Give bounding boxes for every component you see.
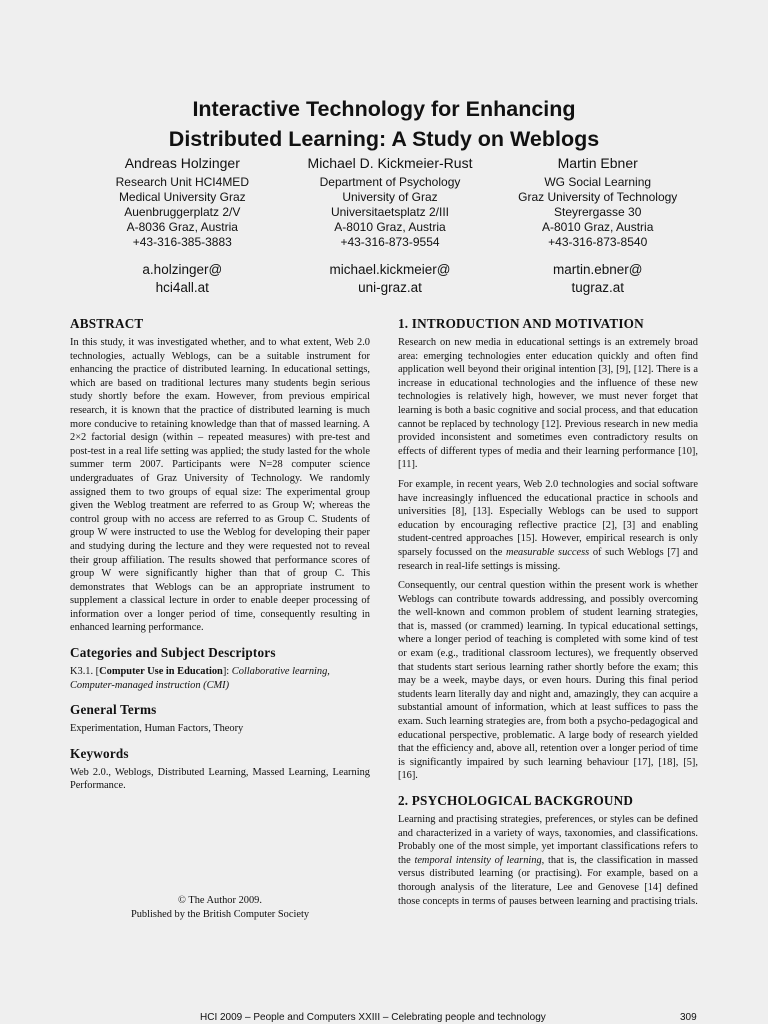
- author-affiliation-line: Graz University of Technology: [518, 190, 678, 204]
- author-email: michael.kickmeier@ uni-graz.at: [329, 262, 451, 295]
- author-email: martin.ebner@ tugraz.at: [552, 262, 643, 295]
- author-email: a.holzinger@ hci4all.at: [142, 262, 223, 295]
- conference-name: HCI 2009 – People and Computers XXIII – Celebrating people and technology: [200, 1012, 546, 1023]
- section-1-paragraph: Research on new media in educational settings is an extremely broad area: emerging technologies enter education quickly and often find application well beyond their original intention [3], [9], [12]. There is a increase in educational technologies and the influence of these new technologies is relatively high, however, we must never forget that learning is both a basic cognitive and social process, and that education cannot be replaced by technology [12]. Previous research in new media provided inconsistent and sometimes even contradictory results on effects of different types of media and their learning performance [10], [11].: [398, 337, 698, 471]
- page-number: 309: [680, 1012, 697, 1023]
- author-affiliation-line: Research Unit HCI4MED: [115, 175, 249, 189]
- paper-title: [0, 94, 768, 154]
- author-name: Andreas Holzinger: [124, 155, 240, 171]
- author-affiliation-line: Auenbruggerplatz 2/V: [124, 205, 241, 219]
- title-line-2: Distributed Learning: A Study on Weblogs: [168, 127, 600, 151]
- author-1: [80, 154, 285, 297]
- section-2-heading: 2. PSYCHOLOGICAL BACKGROUND: [398, 793, 634, 808]
- abstract-text: In this study, it was investigated whether, and to what extent, Web 2.0 technologies, actually Weblogs, can be a suitable instrument for enhancing the practice of distributed learning. In educational settings, which are based on traditional lectures many students begin serious study shortly before the exam. However, from previous empirical research, it is known that the practice of distributed learning is much more conducive to retaining knowledge than that of massed learning. A 2×2 factorial design (within – repeated measures) with pre-test and post-test in a real life setting was applied; the study lasted for the whole summer term 2007. Participants were N=28 computer science undergraduates of Graz University of Technology. We randomly assigned them to two groups of equal size: The experimental group given the Weblog treatment are referred to as Group W; whereas the control group with no access are referred to as Group C. Students of group W were instructed to use the Weblog for developing their paper and studying during the lecture and they were requested not to reveal their group affiliation. The results showed that performance scores of group W were significantly higher than that of group C. This demonstrates that Weblogs can be an appropriate instrument to supplement a classical lecture in order to enable deeper processing of information over a longer period of time, consequently resulting in enhanced learning performance.: [70, 337, 370, 634]
- section-1-heading: 1. INTRODUCTION AND MOTIVATION: [398, 316, 644, 331]
- author-name: Martin Ebner: [557, 155, 638, 171]
- categories-text: K3.1. [Computer Use in Education]: Collaborative learning, Computer-managed instruction (CMI): [70, 666, 330, 691]
- author-affiliation-line: A-8036 Graz, Austria: [126, 220, 238, 234]
- publisher-line: Published by the British Computer Society: [130, 908, 310, 920]
- author-affiliation-line: A-8010 Graz, Austria: [542, 220, 654, 234]
- author-affiliation-line: A-8010 Graz, Austria: [334, 220, 446, 234]
- categories-heading: Categories and Subject Descriptors: [70, 645, 276, 661]
- section-1-paragraph: For example, in recent years, Web 2.0 technologies and social software have increasingly influenced the educational practice in schools and universities [8], [13]. Especially Weblogs can be used to support education by encouraging reflective practice [2], [3] and enabling student-centred approaches [15]. However, empirical research is only sparsely focussed on the measurable success of such Weblogs [7] and research in real-life settings is missing.: [398, 478, 698, 572]
- author-phone: +43-316-873-8540: [548, 235, 648, 249]
- author-affiliation-line: Steyrergasse 30: [554, 205, 642, 219]
- author-phone: +43-316-385-3883: [132, 235, 232, 249]
- author-affiliation-line: Department of Psychology: [319, 175, 461, 189]
- author-2: [288, 154, 493, 297]
- author-affiliation-line: University of Graz: [342, 190, 438, 204]
- section-2-paragraph: Learning and practising strategies, preferences, or styles can be defined and characterized in a variety of ways, taxonomies, and classifications. Probably one of the most simple, yet important classifications refers to the temporal intensity of learning, that is, the classification in massed versus distributed learning (or practising). For example, based on a thorough analysis of the literature, Lee and Genovese [14] defined those concepts in terms of pauses between learning and practising trials.: [398, 814, 698, 907]
- author-phone: +43-316-873-9554: [340, 235, 440, 249]
- author-block: [80, 154, 700, 297]
- keywords-text: Web 2.0., Weblogs, Distributed Learning, Massed Learning, Learning Performance.: [70, 766, 370, 792]
- left-column: [70, 316, 370, 799]
- copyright-line: © The Author 2009.: [178, 895, 262, 906]
- author-3: [495, 154, 700, 297]
- copyright-notice: [70, 894, 370, 921]
- author-affiliation-line: WG Social Learning: [544, 175, 652, 189]
- author-name: Michael D. Kickmeier-Rust: [307, 155, 473, 171]
- general-terms-text: Experimentation, Human Factors, Theory: [70, 723, 244, 735]
- general-terms-heading: General Terms: [70, 702, 157, 718]
- section-1-paragraph: Consequently, our central question within the present work is whether Weblogs can contribute towards addressing, and possibly overcoming the well-known and common problem of student learning strategies, that is, massed (or crammed) learning. In typical educational settings, where a longer period of teaching is completed with some kind of test or exam (e.g., traditional classroom lectures), we frequently observed that students start serious learning rather shortly before the exam; this may be a week, maybe days, or even hours. During this final period students learn literally day and night and, amazingly, they can acquire a substantial amount of information, which at least suffices to pass the exam. Such learning strategies are, from both a psycho-pedagogical and educational perspective, problematic. A large body of research yielded that the efficiency and, above all, retention over a longer period of time is significantly impaired by such learning behaviour [17], [18], [5], [16].: [398, 580, 698, 782]
- title-line-1: Interactive Technology for Enhancing: [192, 97, 576, 121]
- right-column: [398, 316, 698, 914]
- abstract-heading: ABSTRACT: [70, 316, 144, 331]
- author-affiliation-line: Medical University Graz: [118, 190, 246, 204]
- keywords-heading: Keywords: [70, 745, 129, 761]
- author-affiliation-line: Universitaetsplatz 2/III: [330, 205, 450, 219]
